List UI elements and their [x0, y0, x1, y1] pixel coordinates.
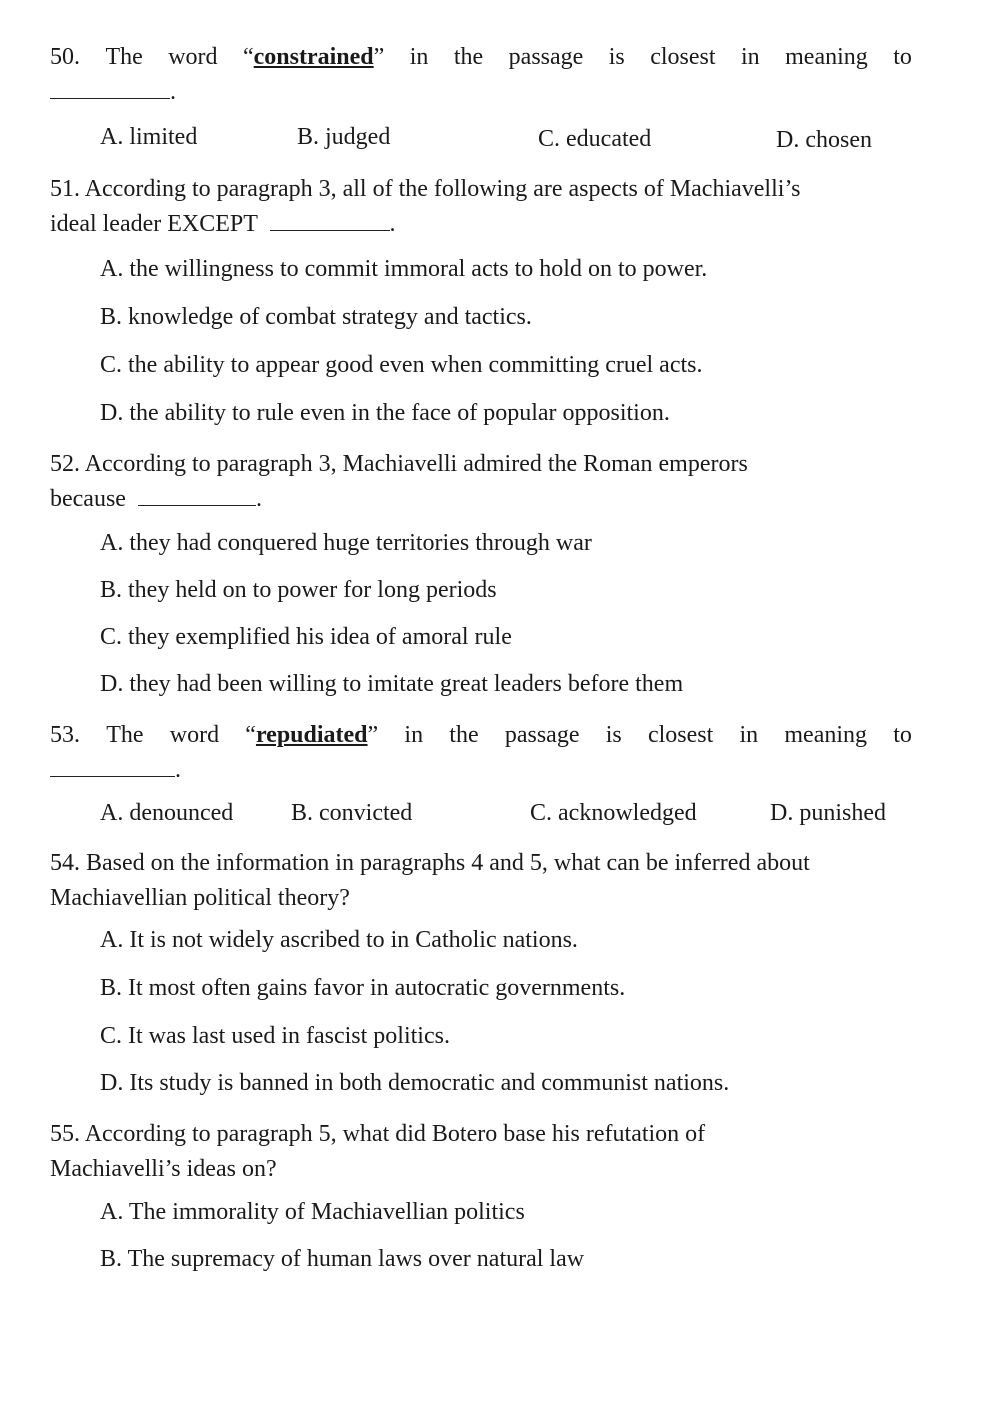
question-word: is [605, 722, 622, 748]
question-number: 54. [50, 850, 80, 876]
option-52-d: D. they had been willing to imitate great leaders before them [100, 671, 684, 697]
option-53-b: B. convicted [291, 800, 413, 826]
question-word: passage [504, 722, 580, 748]
blank-period: . [170, 79, 176, 105]
question-52-line1 [50, 447, 912, 482]
question-word: meaning [784, 722, 868, 748]
question-word: in [741, 44, 760, 70]
question-word: word [169, 722, 220, 748]
question-number: 51. [50, 176, 80, 202]
question-54 [50, 846, 912, 916]
keyword-repudiated: repudiated [255, 722, 368, 748]
question-54-line2 [50, 881, 912, 916]
question-word: in [409, 44, 429, 70]
question-text: According to paragraph 5, what did Botero base his refutation of [84, 1121, 706, 1147]
question-word: to [893, 44, 912, 70]
option-50-a: A. limited [100, 124, 198, 150]
quoted-keyword: “constrained” [243, 40, 384, 75]
question-word: closest [647, 722, 714, 748]
question-51 [50, 172, 912, 242]
question-word: the [449, 722, 479, 748]
option-50-b: B. judged [297, 124, 391, 150]
question-number: 50. [50, 44, 80, 70]
option-52-b: B. they held on to power for long periods [100, 577, 497, 603]
question-number: 52. [50, 451, 80, 477]
question-51-line2 [50, 207, 912, 242]
question-text: because [50, 486, 126, 512]
question-51-line1 [50, 172, 912, 207]
question-word: to [893, 722, 912, 748]
option-55-b: B. The supremacy of human laws over natural law [100, 1246, 585, 1272]
option-50-d: D. chosen [776, 127, 872, 153]
answer-blank-line [50, 75, 912, 110]
question-word: passage [508, 44, 584, 70]
option-54-a: A. It is not widely ascribed to in Catholic nations. [100, 927, 578, 953]
option-51-a: A. the willingness to commit immoral acts to hold on to power. [100, 256, 708, 282]
blank-period: . [389, 211, 396, 237]
question-55-line2 [50, 1152, 912, 1187]
blank-period: . [175, 757, 181, 783]
option-51-b: B. knowledge of combat strategy and tactics. [100, 304, 532, 330]
answer-blank [270, 210, 390, 231]
question-word: word [168, 44, 218, 70]
question-word: in [404, 722, 424, 748]
blank-period: . [255, 486, 262, 512]
option-51-c: C. the ability to appear good even when committing cruel acts. [100, 352, 703, 378]
question-52-line2 [50, 482, 912, 517]
question-word: The [106, 722, 144, 748]
question-50 [50, 40, 912, 110]
option-52-c: C. they exemplified his idea of amoral rule [100, 624, 512, 650]
question-50-stem [50, 40, 912, 75]
question-text: Based on the information in paragraphs 4 and 5, what can be inferred about [86, 850, 810, 876]
question-word: meaning [785, 44, 868, 70]
question-55 [50, 1117, 912, 1187]
option-53-a: A. denounced [100, 800, 234, 826]
question-number: 55. [50, 1121, 80, 1147]
question-53 [50, 718, 912, 788]
option-53-c: C. acknowledged [530, 800, 697, 826]
question-text: According to paragraph 3, all of the following are aspects of Machiavelli’s [84, 176, 801, 202]
option-50-c: C. educated [538, 126, 652, 152]
option-51-d: D. the ability to rule even in the face of popular opposition. [100, 400, 670, 426]
question-word: the [453, 44, 484, 70]
question-text: Machiavellian political theory? [50, 885, 350, 911]
question-52 [50, 447, 912, 517]
question-number: 53. [50, 722, 80, 748]
question-word: is [608, 44, 625, 70]
option-53-d: D. punished [770, 800, 886, 826]
question-text: According to paragraph 3, Machiavelli admired the Roman emperors [84, 451, 748, 477]
quoted-keyword: “repudiated” [245, 718, 378, 753]
question-text: ideal leader EXCEPT [50, 211, 258, 237]
question-word: closest [650, 44, 716, 70]
option-54-b: B. It most often gains favor in autocratic governments. [100, 975, 626, 1001]
question-54-line1 [50, 846, 912, 881]
option-54-c: C. It was last used in fascist politics. [100, 1023, 450, 1049]
question-53-stem [50, 718, 912, 753]
option-52-a: A. they had conquered huge territories through war [100, 530, 592, 556]
answer-blank [50, 78, 170, 99]
answer-blank [138, 485, 256, 506]
answer-blank-line [50, 753, 912, 788]
question-text: Machiavelli’s ideas on? [50, 1156, 277, 1182]
question-55-line1 [50, 1117, 912, 1152]
option-54-d: D. Its study is banned in both democratic and communist nations. [100, 1070, 730, 1096]
option-55-a: A. The immorality of Machiavellian politics [100, 1199, 525, 1225]
question-word: The [105, 44, 143, 70]
keyword-constrained: constrained [253, 44, 374, 70]
question-word: in [739, 722, 759, 748]
answer-blank [50, 756, 175, 777]
